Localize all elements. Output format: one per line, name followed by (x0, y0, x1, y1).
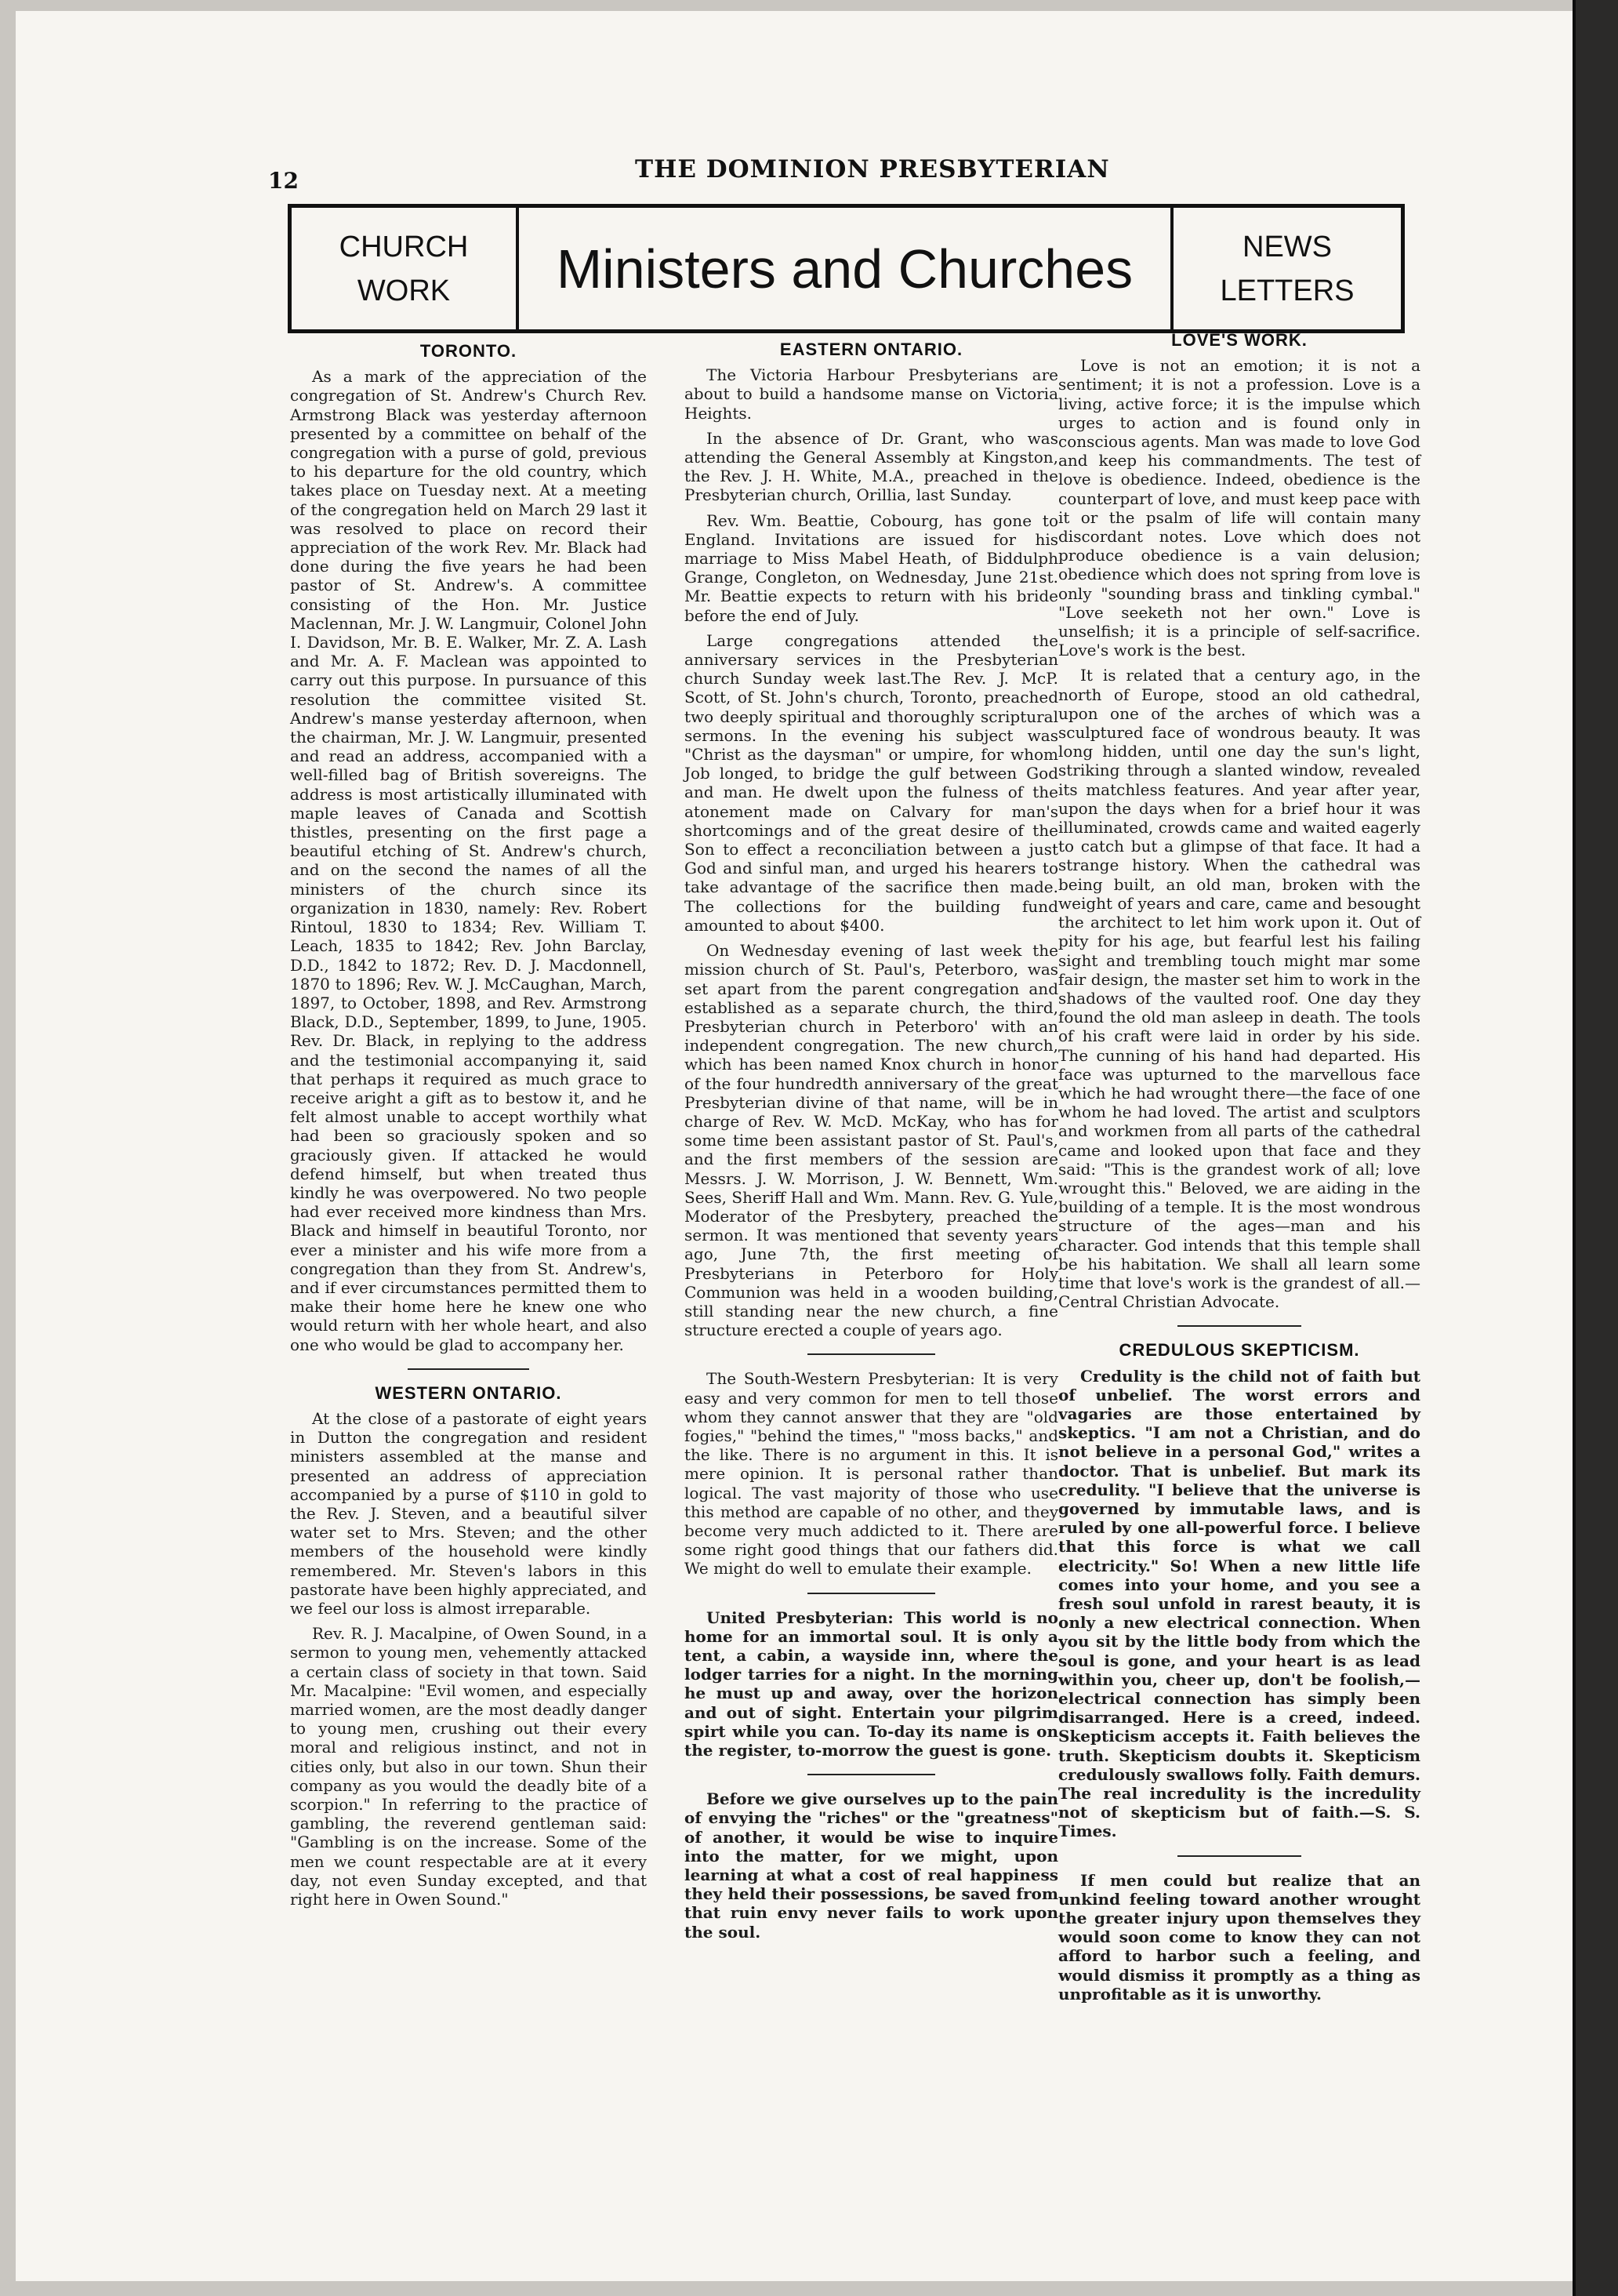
banner-left-box (292, 208, 519, 329)
banner-right-line-1: NEWS (1243, 230, 1332, 263)
article-love-p1: Love is not an emotion; it is not a sentiment; it is not a profession. Love is a living, active force; it is the impulse which urges to action and is found only in conscious agents. Man was made to love God and keep his commandments. The test of love is obedience. Indeed, obedience is the counterpart of love, and must keep pace with it or the psalm of life will contain many discordant notes. Love which does not produce obedience is a vain delusion; obedience which does not spring from love is only "sounding brass and tinkling cymbal." "Love seeketh not her own." Love is unselfish; it is a principle of self-sacrifice. Love's work is the best. (1058, 356, 1420, 660)
column-1 (290, 342, 647, 1915)
banner-right-line-2: LETTERS (1220, 274, 1355, 307)
item-unkind-feeling: If men could but realize that an unkind feeling toward another wrought the greater injury upon themselves they would soon come to know they can not afford to harbor such a feeling, and would dismiss it promptly as a thing as unprofitable as it is unworthy. (1058, 1870, 1420, 2004)
banner-left-line-2: WORK (357, 274, 451, 307)
column-divider (807, 1593, 934, 1594)
heading-western-ontario: WESTERN ONTARIO. (375, 1382, 562, 1403)
page-number: 12 (268, 168, 299, 194)
banner-right-box (1170, 208, 1401, 329)
heading-credulous-skepticism: CREDULOUS SKEPTICISM. (1119, 1340, 1360, 1361)
item-envy: Before we give ourselves up to the pain of envying the "riches" or the "greatness" of another, it would be wise to inquire into the matter, for we might, upon learning at what a cost of real happiness they held their possessions, be saved from that ruin envy never fails to work upon the soul. (684, 1789, 1058, 1942)
article-western-p1: At the close of a pastorate of eight years in Dutton the congregation and resident ministers assembled at the manse and presented an address of appreciation accompanied by a purse of $110 in gold to the Rev. J. Steven, and a beautiful silver water set to Mrs. Steven; and the other members of the household were kindly remembered. Mr. Steven's labors in this pastorate have been highly appreciated, and we feel our loss is almost irreparable. (290, 1408, 647, 1618)
column-divider (807, 1774, 934, 1775)
column-3 (1058, 331, 1420, 2010)
article-eastern-p5: On Wednesday evening of last week the mission church of St. Paul's, Peterboro, was set apart from the parent congregation and established as a separate church, the third, Presbyterian church in Peterboro' with an independent congregation. The new church, which has been named Knox church in honor of the four hundredth anniversary of the great Presbyterian divine of that name, will be in charge of Rev. W. McD. McKay, who has for some time been assistant pastor of St. Paul's, and the first members of the session are Messrs. J. W. Morrison, J. W. Bennett, Wm. Sees, Sheriff Hall and Wm. Mann. Rev. G. Yule, Moderator of the Presbytery, preached the sermon. It was mentioned that seventy years ago, June 7th, the first meeting of Presbyterians in Peterboro for Holy Communion was held in a wooden building, still standing near the new church, a fine structure erected a couple of years ago. (684, 941, 1058, 1340)
column-divider (408, 1368, 529, 1370)
heading-toronto: TORONTO. (419, 341, 517, 361)
column-divider (807, 1353, 934, 1355)
newspaper-page (16, 11, 1576, 2281)
article-love-p2: It is related that a century ago, in the north of Europe, stood an old cathedral, upon one of the arches of which was a sculptured face of wondrous beauty. It was long hidden, until one day the sun's light, striking through a slanted window, revealed its matchless features. And year after year, upon the days when for a brief hour it was illuminated, crowds came and waited eagerly to catch but a glimpse of that face. It had a strange history. When the cathedral was being built, an old man, broken with the weight of years and care, came and besought the architect to let him work upon it. Out of pity for his age, but fearful lest his failing sight and trembling touch might mar some fair design, the master set him to work in the shadows of the vaulted roof. One day they found the old man asleep in death. The tools of his craft were laid in order by his side. The cunning of his hand had departed. His face was upturned to the marvellous face which he had wrought there—the face of one whom he had loved. The artist and sculptors and workmen from all parts of the cathedral came and looked upon that face and they said: "This is the grandest work of all; love wrought this." Beloved, we are aiding in the building of a temple. It is the most wondrous structure of the ages—man and his character. God intends that this temple shall be his habitation. We shall all learn some time that love's work is the grandest of all.—Central Christian Advocate. (1058, 666, 1420, 1312)
item-united-presbyterian: United Presbyterian: This world is no home for an immortal soul. It is only a tent, a cabin, a wayside inn, where the lodger tarries for a night. In the morning he must up and away, over the horizon and out of sight. Entertain your pilgrim spirt while you can. To-day its name is on the register, to-morrow the guest is gone. (684, 1608, 1058, 1760)
article-toronto-p1: As a mark of the appreciation of the congregation of St. Andrew's Church Rev. Armstrong Black was yesterday afternoon presented by a committee on behalf of the congregation with a purse of gold, previous to his departure for the old country, which takes place on Tuesday next. At a meeting of the congregation held on March 29 last it was resolved to place on record their appreciation of the work Rev. Mr. Black had done during the five years he had been pastor of St. Andrew's. A committee consisting of the Hon. Mr. Justice Maclennan, Mr. J. W. Langmuir, Colonel John I. Davidson, Mr. B. E. Walker, Mr. Z. A. Lash and Mr. A. F. Maclean was appointed to carry out this purpose. In pursuance of this resolution the committee visited St. Andrew's manse yesterday afternoon, when the chairman, Mr. J. W. Langmuir, presented and read an address, accompanied with a well-filled bag of British sovereigns. The address is most artistically illuminated with maple leaves of Canada and Scottish thistles, presenting on the first page a beautiful etching of St. Andrew's church, and on the second the names of all the ministers of the church since its organization in 1830, namely: Rev. Robert Rintoul, 1830 to 1834; Rev. William T. Leach, 1835 to 1842; Rev. John Barclay, D.D., 1842 to 1872; Rev. D. J. Macdonnell, 1870 to 1896; Rev. W. J. McCaughan, March, 1897, to October, 1898, and Rev. Armstrong Black, D.D., September, 1899, to June, 1905. Rev. Dr. Black, in replying to the address and the testimonial accompanying it, said that perhaps it required as much grace to receive aright a gift as to bestow it, and he felt almost unable to accept worthily what had been so graciously spoken and so graciously given. If attacked he would defend himself, but when treated thus kindly he was overpowered. No two people had ever received more kindness than Mrs. Black and himself in beautiful Toronto, nor ever a minister and his wife more from a congregation than they from St. Andrew's, and if ever circumstances permitted them to make their home here he knew one who would return with her whole heart, and also one who would be glad to accompany her. (290, 367, 647, 1354)
article-western-p2: Rev. R. J. Macalpine, of Owen Sound, in a sermon to young men, vehemently attacked a certain class of society in that town. Said Mr. Macalpine: "Evil women, and especially married women, are the most deadly danger to young men, crushing out their every moral and religious instinct, and not in cities only, but also in our town. Shun their company as you would the deadly bite of a scorpion." In referring to the practice of gambling, the reverend gentleman said: "Gambling is on the increase. Some of the men we count respectable are at it every day, not even Sunday excepted, and that right here in Owen Sound." (290, 1624, 647, 1909)
heading-loves-work: LOVE'S WORK. (1171, 330, 1308, 350)
banner-left-line-1: CHURCH (339, 230, 469, 263)
article-skepticism-p1: Credulity is the child not of faith but of unbelief. The worst errors and vagaries are those entertained by skeptics. "I am not a Christian, and do not believe in a personal God," writes a doctor. That is unbelief. But mark its credulity. "I believe that the universe is governed by immutable laws, and is ruled by one all-powerful force. I believe that this force is what we call electricity." So! When a new little life comes into your home, and you see a fresh soul unfold in rarest beauty, it is only a new electrical connection. When you sit by the little body from which the soul is gone, and your heart is as lead within you, cheer up, don't be foolish,—electrical connection has simply been disarranged. Here is a creed, indeed. Skepticism accepts it. Faith believes the truth. Skepticism doubts it. Skepticism credulously swallows folly. Faith demurs. The real incredulity is the incredulity not of skepticism but of faith.—S. S. Times. (1058, 1366, 1420, 1841)
article-eastern-p1: The Victoria Harbour Presbyterians are about to build a handsome manse on Victoria Heights. (684, 365, 1058, 423)
banner-title: Ministers and Churches (556, 238, 1134, 300)
page-binding-edge (1576, 0, 1618, 2296)
item-south-western: The South-Western Presbyterian: It is very easy and very common for men to tell those whom they cannot answer that they are "old fogies," "behind the times," "moss backs," and the like. There is no argument in this. It is mere opinion. It is personal rather than logical. The vast majority of those who use this method are capable of no other, and they become very much addicted to it. There are some right good things that our fathers did. We might do well to emulate their example. (684, 1369, 1058, 1578)
article-eastern-p2: In the absence of Dr. Grant, who was attending the General Assembly at Kingston, the Rev. J. H. White, M.A., preached in the Presbyterian church, Orillia, last Sunday. (684, 428, 1058, 505)
column-divider (1177, 1855, 1301, 1857)
heading-eastern-ontario: EASTERN ONTARIO. (779, 340, 963, 359)
column-divider (1177, 1325, 1301, 1327)
running-head: THE DOMINION PRESBYTERIAN (635, 155, 1110, 183)
section-banner (288, 204, 1405, 333)
column-2 (684, 340, 1058, 1948)
article-eastern-p3: Rev. Wm. Beattie, Cobourg, has gone to England. Invitations are issued for his marriage to Miss Mabel Heath, of Biddulph Grange, Congleton, on Wednesday, June 21st. Mr. Beattie expects to return with his bride before the end of July. (684, 510, 1058, 625)
article-eastern-p4: Large congregations attended the anniversary services in the Presbyterian church Sunday week last.The Rev. J. McP. Scott, of St. John's church, Toronto, preached two deeply spiritual and thoroughly scriptural sermons. In the evening his subject was "Christ as the daysman" or umpire, for whom Job longed, to bridge the gulf between God and man. He dwelt upon the fulness of the atonement made on Calvary for man's shortcomings and of the great desire of the Son to effect a reconciliation between a just God and sinful man, and urged his hearers to take advantage of the sacrifice then made. The collections for the building fund amounted to about $400. (684, 630, 1058, 935)
